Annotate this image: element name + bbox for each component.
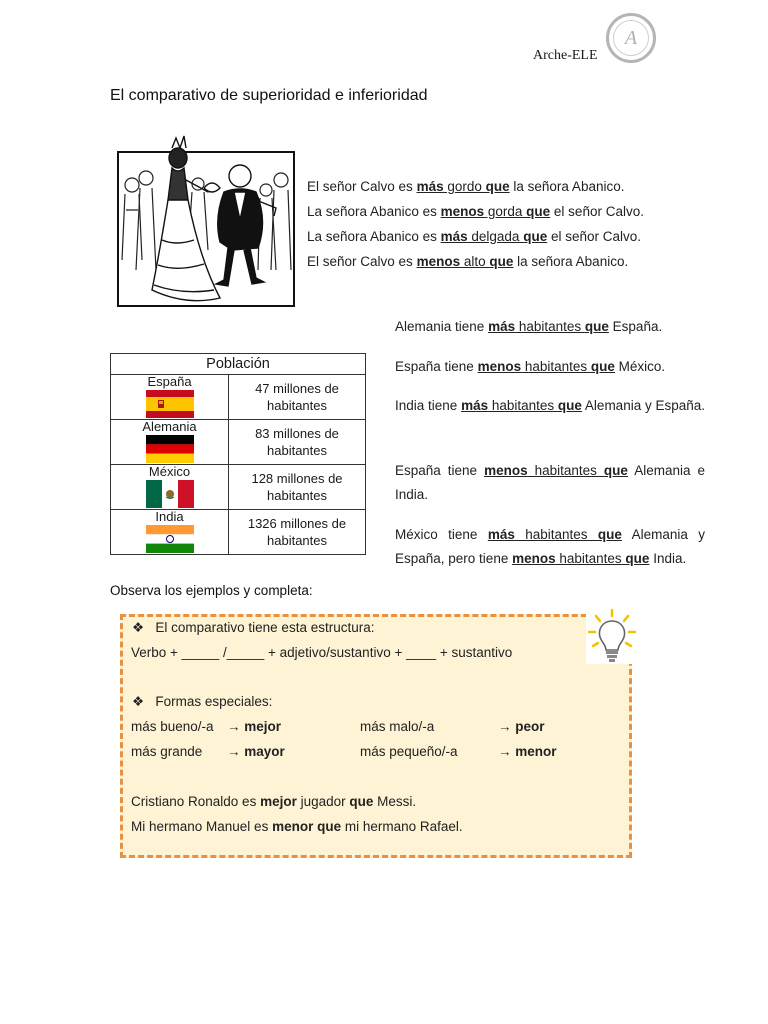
table-row: [111, 510, 366, 555]
india-flag-icon: [146, 525, 194, 553]
germany-flag-icon: [146, 435, 194, 463]
table-row: [111, 375, 366, 420]
bullet-icon: ❖: [132, 620, 145, 635]
population-value: 1326 millones de habitantes: [229, 510, 366, 555]
special-form-to: → mayor: [227, 744, 285, 759]
population-value: 83 millones de habitantes: [229, 420, 366, 465]
page-title: El comparativo de superioridad e inferioridad: [110, 87, 428, 104]
structure-formula: Verbo + _____ /_____ + adjetivo/sustantivo + ____ + sustantivo: [131, 645, 513, 660]
population-sentence: España tiene menos habitantes que Alemania e India.: [395, 463, 705, 502]
population-sentence: España tiene menos habitantes que México.: [395, 359, 666, 374]
instructions: Observa los ejemplos y completa:: [110, 583, 313, 598]
population-value: 128 millones de habitantes: [229, 465, 366, 510]
arrow-icon: →: [227, 719, 241, 734]
example-sentence: Mi hermano Manuel es menor que mi hermano Rafael.: [131, 819, 463, 834]
population-value: 47 millones de habitantes: [229, 375, 366, 420]
country-name: España: [147, 374, 192, 389]
table-header: Población: [111, 354, 366, 375]
special-form-to: → menor: [498, 744, 557, 759]
special-form-from: más malo/-a: [360, 719, 435, 734]
comparison-sentence: La señora Abanico es menos gorda que el señor Calvo.: [307, 204, 644, 219]
population-sentence: India tiene más habitantes que Alemania y España.: [395, 398, 705, 413]
special-form-to: → peor: [498, 719, 545, 734]
special-form-from: más bueno/-a: [131, 719, 214, 734]
population-table: [110, 353, 366, 555]
population-sentence: México tiene más habitantes que Alemania y España, pero tiene menos habitantes que India.: [395, 527, 705, 566]
arrow-icon: →: [498, 744, 512, 759]
comparison-sentence: La señora Abanico es más delgada que el señor Calvo.: [307, 229, 642, 244]
bullet-icon: ❖: [132, 694, 145, 709]
logo-letter: A: [624, 26, 638, 49]
couple-cartoon-illustration: [116, 130, 296, 310]
table-row: [111, 420, 366, 465]
special-form-from: más pequeño/-a: [360, 744, 458, 759]
special-form-from: más grande: [131, 744, 203, 759]
lightbulb-icon: [586, 608, 638, 664]
comparison-sentence: El señor Calvo es más gordo que la señora Abanico.: [307, 179, 625, 194]
country-name: India: [155, 509, 184, 524]
country-name: México: [148, 464, 191, 479]
brand-name: Arche-ELE: [533, 48, 598, 63]
brand-logo-icon: [606, 13, 656, 63]
spain-flag-icon: [146, 390, 194, 418]
comparison-sentence: El señor Calvo es menos alto que la señora Abanico.: [307, 254, 629, 269]
population-sentence: Alemania tiene más habitantes que España.: [395, 319, 663, 334]
arrow-icon: →: [227, 744, 241, 759]
arrow-icon: →: [498, 719, 512, 734]
special-forms-heading: ❖ Formas especiales:: [132, 694, 273, 709]
country-name: Alemania: [142, 419, 197, 434]
mexico-flag-icon: [146, 480, 194, 508]
table-row: [111, 465, 366, 510]
structure-heading: ❖ El comparativo tiene esta estructura:: [132, 620, 375, 635]
special-form-to: → mejor: [227, 719, 282, 734]
example-sentence: Cristiano Ronaldo es mejor jugador que Messi.: [131, 794, 417, 809]
